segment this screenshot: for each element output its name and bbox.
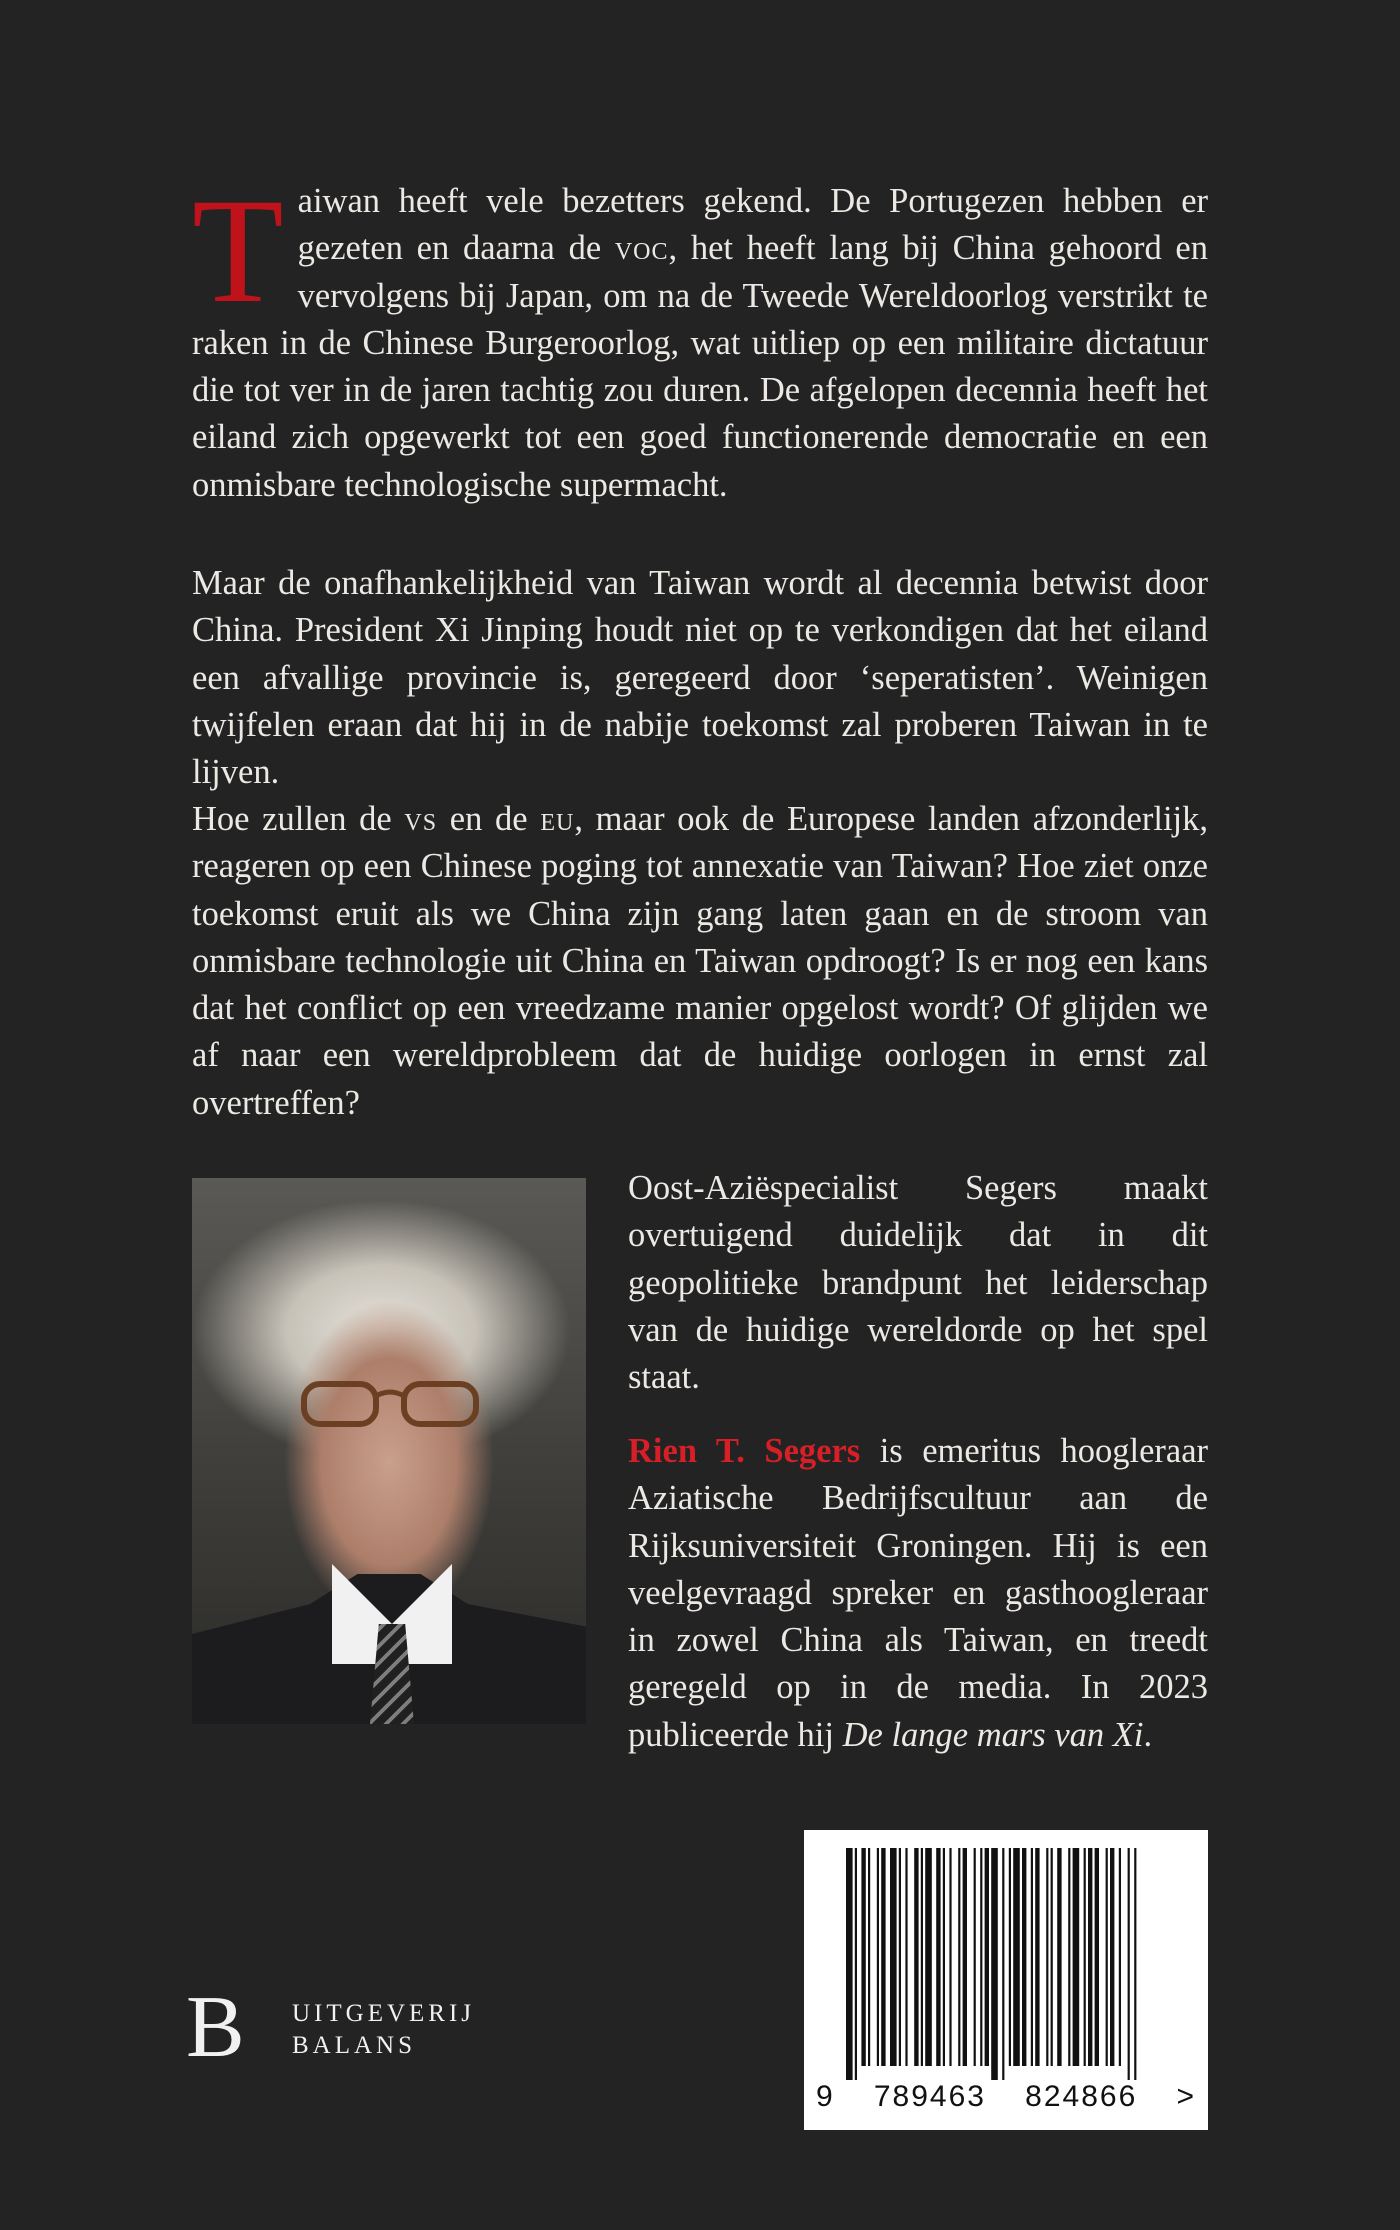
author-bio-paragraph: [628, 1428, 1208, 1759]
isbn-arrow: >: [1176, 2080, 1196, 2113]
isbn-digit-first: 9: [816, 2080, 835, 2113]
blurb-p3-text-a: Hoe zullen de: [192, 800, 405, 838]
previous-book-title: De lange mars van Xi: [842, 1715, 1144, 1754]
blurb-p1-text-a: aiwan heeft vele bezetters gekend. De Portugezen hebben er gezeten en daarna de: [297, 182, 1208, 268]
blurb-paragraph-2: Maar de onafhankelijkheid van Taiwan wordt al decennia betwist door China. President Xi Jinping houdt niet op te verkondigen dat het eiland een afvallige provincie is, geregeerd door ‘seperatisten’. Weinigen twijfelen eraan dat hij in de nabije toekomst zal proberen Taiwan in te lijven.: [192, 564, 1208, 792]
author-intro-paragraph: Oost-Aziëspecialist Segers maakt overtuigend duidelijk dat in dit geopolitieke brandpunt het leiderschap van de huidige wereldorde op het spel staat.: [628, 1169, 1208, 1397]
publisher-logo: [186, 1979, 526, 2076]
barcode-bars-icon: [804, 1830, 1208, 2080]
isbn-number: [816, 2080, 1196, 2114]
author-name: Rien T. Segers: [628, 1432, 861, 1470]
blurb-paragraph-3: [192, 796, 1208, 1127]
publisher-mark-icon: B: [186, 1979, 245, 2076]
blurb-p3-text-b: en de: [437, 800, 541, 838]
publisher-line-2: BALANS: [292, 2032, 417, 2059]
blurb-p1-text-b: , het heeft lang bij China gehoord en vervolgens bij Japan, om na de Tweede Wereldoorlog verstrikt te raken in de Chinese Burgeroorlog, wat uitliep op een militaire dictatuur die tot ver in de jaren tachtig zou duren. De afgelopen decennia heeft het eiland zich opgewerkt tot een goed functionerende democratie en een onmisbare technologische supermacht.: [192, 229, 1208, 504]
drop-cap: T: [192, 168, 284, 334]
author-bio-text: is emeritus hoogleraar Aziatische Bedrijfscultuur aan de Rijksuniversiteit Groningen. Hij is een veelgevraagd spreker en gasthoogleraar in zowel China als Taiwan, en treedt geregeld op in de media. In 2023 publiceerde hij: [628, 1432, 1208, 1754]
eu-abbr: eu: [540, 800, 575, 838]
publisher-line-1: UITGEVERIJ: [292, 2000, 476, 2027]
isbn-group-2: 824866: [1025, 2080, 1138, 2113]
blurb-paragraph-1: [192, 168, 1208, 509]
vs-abbr: vs: [404, 800, 438, 838]
voc-abbr: voc: [614, 229, 669, 268]
glasses-icon: [300, 1378, 480, 1428]
author-bio-end: .: [1143, 1715, 1153, 1754]
isbn-group-1: 789463: [873, 2080, 986, 2113]
publisher-name: [292, 1998, 475, 2062]
isbn-barcode: [804, 1830, 1208, 2130]
author-photo: [192, 1178, 586, 1724]
blurb-p3-text-c: , maar ook de Europese landen afzonderlijk, reageren op een Chinese poging tot annexatie van Taiwan? Hoe ziet onze toekomst eruit als we China zijn gang laten gaan en de stroom van onmisbare technologie uit China en Taiwan opdroogt? Is er nog een kans dat het conflict op een vreedzame manier opgelost wordt? Of glijden we af naar een wereldprobleem dat de huidige oorlogen in ernst zal overtreffen?: [192, 800, 1208, 1122]
